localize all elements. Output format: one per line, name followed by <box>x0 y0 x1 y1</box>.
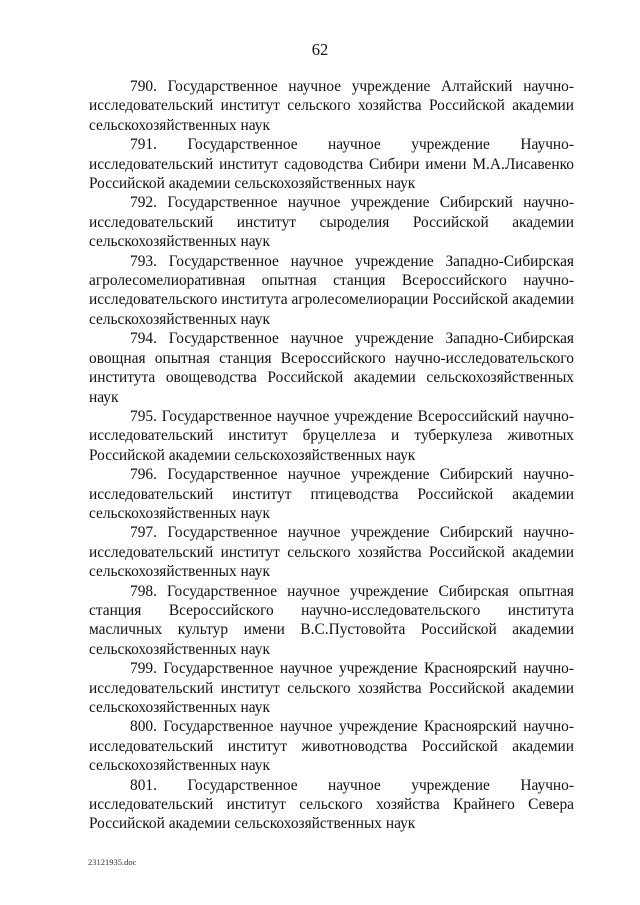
list-item: 801. Государственное научное учреждение Научно-исследовательский институт сельского хозяйства Крайнего Севера Российской академии сельскохозяйственных наук <box>89 776 574 833</box>
list-item: 799. Государственное научное учреждение Красноярский научно-исследовательский институт сельского хозяйства Российской академии сельскохозяйственных наук <box>89 660 574 716</box>
list-item: 800. Государственное научное учреждение Красноярский научно-исследовательский институт животноводства Российской академии сельскохозяйственных наук <box>89 718 574 775</box>
list-item: 795. Государственное научное учреждение Всероссийский научно-исследовательский институт бруцеллеза и туберкулеза животных Российской академии сельскохозяйственных наук <box>89 407 574 464</box>
file-name-footer: 23121935.doc <box>88 857 137 867</box>
list-item: 790. Государственное научное учреждение Алтайский научно-исследовательский институт сельского хозяйства Российской академии сельскохозяйственных наук <box>89 78 574 134</box>
list-item: 792. Государственное научное учреждение Сибирский научно-исследовательский институт сыроделия Российской академии сельскохозяйственных наук <box>89 194 574 251</box>
list-item: 797. Государственное научное учреждение Сибирский научно-исследовательский институт сельского хозяйства Российской академии сельскохозяйственных наук <box>89 524 574 581</box>
list-item: 793. Государственное научное учреждение Западно-Сибирская агролесомелиоративная опытная станция Всероссийского научно-исследовательского института агролесомелиорации Российской академии сельскохозяйственных наук <box>89 252 574 328</box>
list-item: 791. Государственное научное учреждение Научно-исследовательский институт садоводства Сибири имени М.А.Лисавенко Российской академии сельскохозяйственных наук <box>89 136 574 193</box>
list-item: 798. Государственное научное учреждение Сибирская опытная станция Всероссийского научно-исследовательского института масличных культур имени В.С.Пустовойта Российской академии сельскохозяйственных наук <box>89 582 574 658</box>
list-item: 796. Государственное научное учреждение Сибирский научно-исследовательский институт птицеводства Российской академии сельскохозяйственных наук <box>89 466 574 522</box>
list-item: 794. Государственное научное учреждение Западно-Сибирская овощная опытная станция Всероссийского научно-исследовательского института овощеводства Российской академии сельскохозяйственных наук <box>89 330 574 406</box>
document-body <box>89 77 574 834</box>
page-number: 62 <box>311 40 329 59</box>
